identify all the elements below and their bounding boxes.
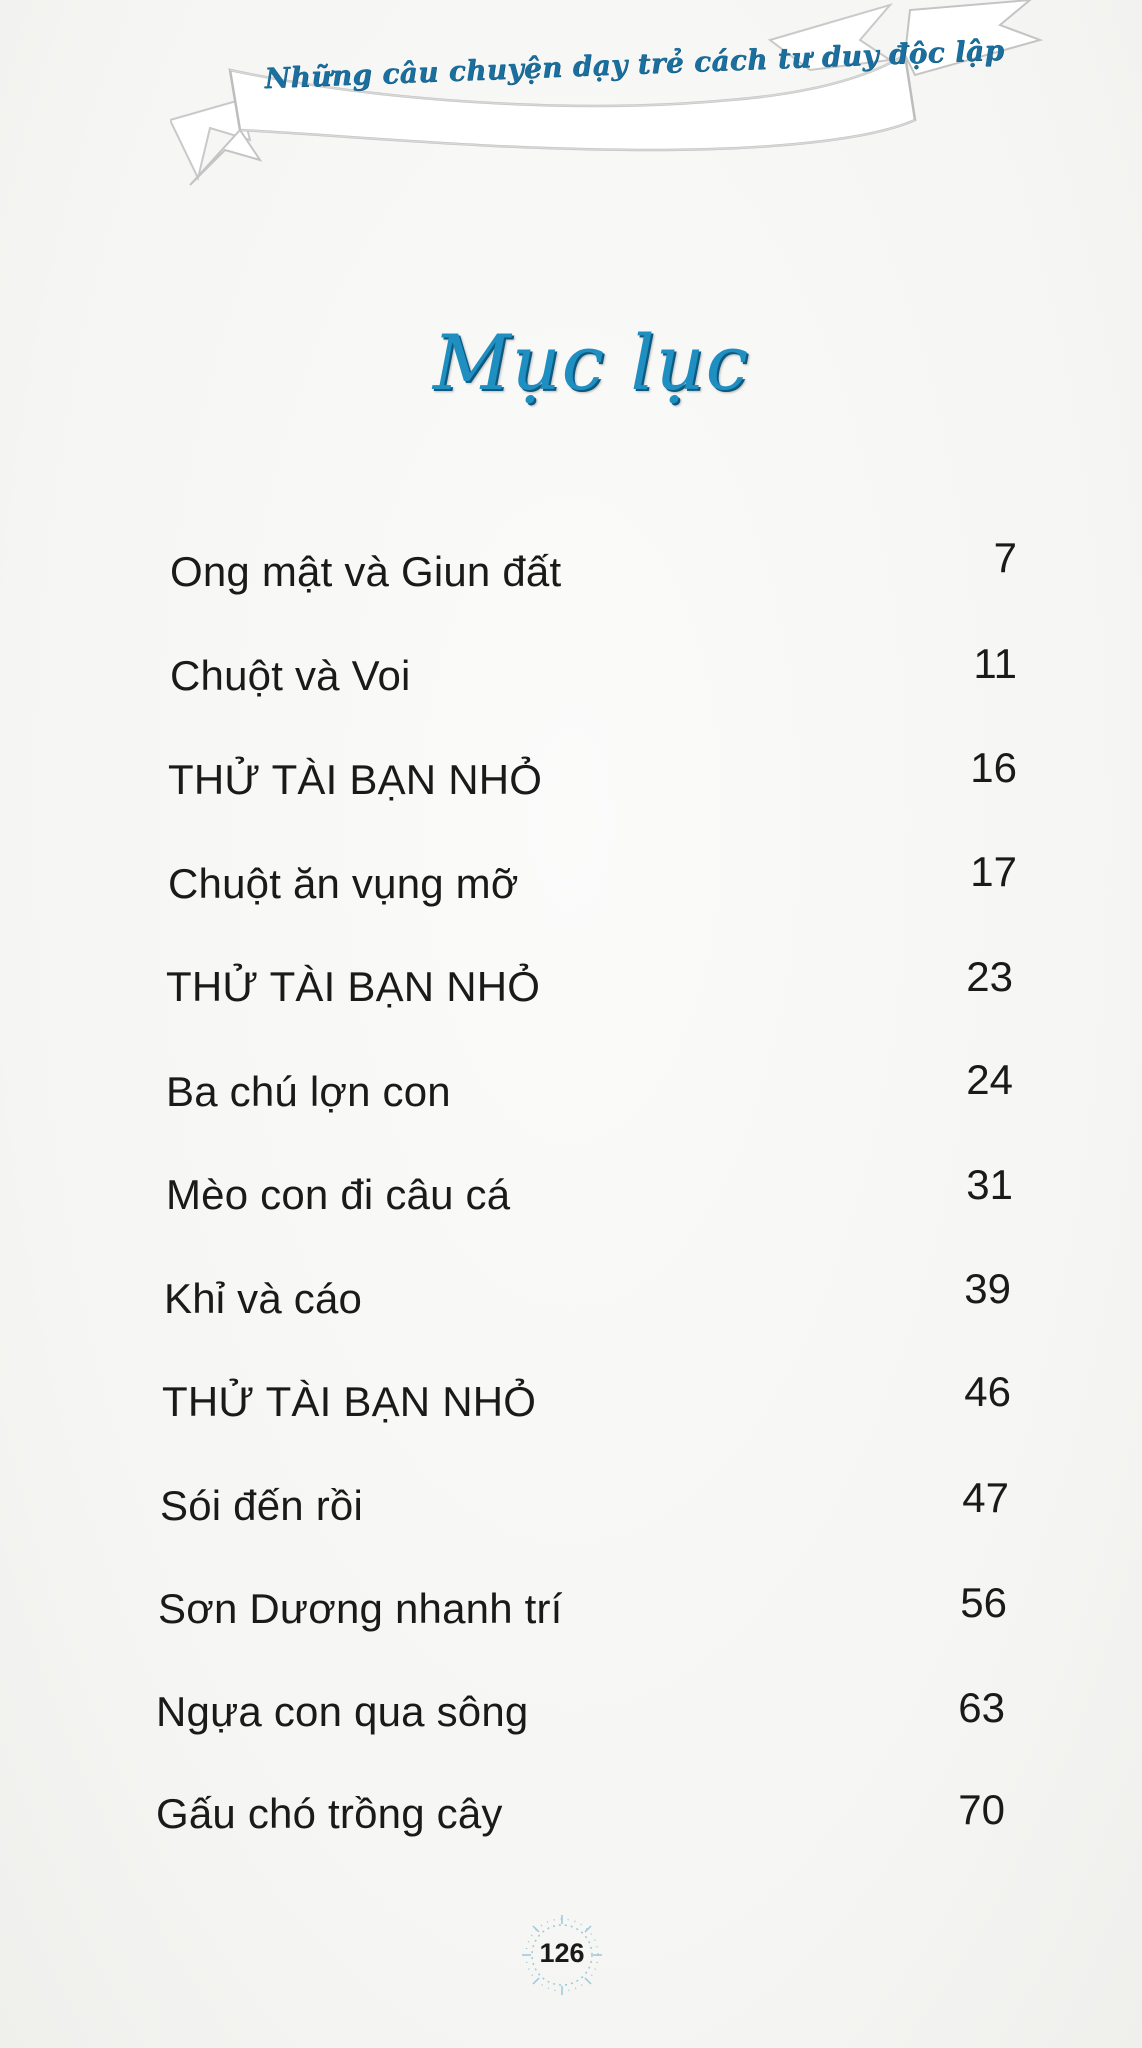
toc-entry xyxy=(0,1474,1142,1562)
toc-entry xyxy=(0,953,1142,1043)
toc-entry-title: THỬ TÀI BẠN NHỎ xyxy=(162,1378,537,1425)
toc-entry xyxy=(0,744,1142,836)
toc-entry-title: Sói đến rồi xyxy=(160,1482,363,1529)
toc-entry xyxy=(0,1265,1142,1355)
toc-entry xyxy=(0,534,1142,628)
toc-entry xyxy=(0,1786,1142,1870)
toc-entry xyxy=(0,640,1142,732)
toc-entry-page: 7 xyxy=(993,534,1017,581)
toc-entry-page: 31 xyxy=(966,1161,1013,1208)
toc-entry-title: Mèo con đi câu cá xyxy=(166,1171,511,1218)
page-number: 126 xyxy=(539,1938,585,1968)
toc-entry-page: 17 xyxy=(970,848,1017,895)
toc-entry xyxy=(0,1368,1142,1458)
series-title: Những câu chuyện dạy trẻ cách tư duy độc lập xyxy=(263,33,1005,95)
toc-entry-title: Sơn Dương nhanh trí xyxy=(158,1585,563,1632)
toc-entry-page: 63 xyxy=(958,1684,1005,1731)
toc-entry-title: Gấu chó trồng cây xyxy=(156,1790,503,1837)
toc-entry-page: 70 xyxy=(958,1786,1005,1833)
toc-entry-page: 24 xyxy=(966,1056,1013,1103)
toc-entry-page: 39 xyxy=(964,1265,1011,1312)
toc-entry-page: 16 xyxy=(970,744,1017,791)
page-number-badge xyxy=(519,1912,605,1998)
toc-entry-title: Chuột và Voi xyxy=(170,652,411,699)
toc-entry-title: THỬ TÀI BẠN NHỎ xyxy=(168,756,543,803)
toc-entry-page: 47 xyxy=(962,1474,1009,1521)
toc-entry-title: Chuột ăn vụng mỡ xyxy=(168,860,519,907)
toc-entry-title: Ong mật và Giun đất xyxy=(170,548,562,595)
toc-entry-page: 56 xyxy=(960,1579,1007,1626)
toc-entry-page: 23 xyxy=(966,953,1013,1000)
toc-entry-title: Khỉ và cáo xyxy=(164,1275,363,1322)
toc-entry xyxy=(0,1161,1142,1251)
toc-entry-page: 46 xyxy=(964,1368,1011,1415)
toc-entry-title: THỬ TÀI BẠN NHỎ xyxy=(166,963,541,1010)
toc-entry xyxy=(0,848,1142,940)
toc-heading: Mục lục xyxy=(432,318,750,407)
toc-entry xyxy=(0,1579,1142,1665)
toc-entry-page: 11 xyxy=(973,640,1017,687)
toc-entry-title: Ngựa con qua sông xyxy=(156,1688,529,1735)
toc-entry xyxy=(0,1684,1142,1768)
toc-entry xyxy=(0,1056,1142,1148)
toc-entry-title: Ba chú lợn con xyxy=(166,1068,451,1115)
